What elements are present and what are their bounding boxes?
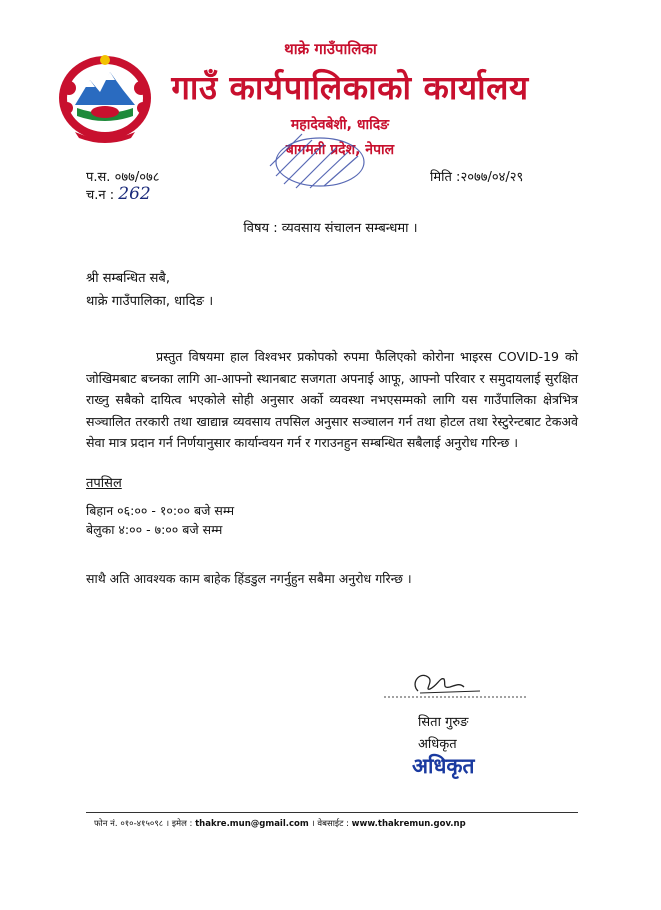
office-title: गाउँ कार्यपालिकाको कार्यालय (171, 68, 529, 107)
recipient-line-1: श्री सम्बन्धित सबै, (86, 271, 170, 286)
footer-contact: फोन नं. ०१०-४१५०९८ । इमेल : thakre.mun@gmail.com । वेबसाईट : www.thakremun.gov.np (94, 819, 466, 829)
date-label: मिति : (430, 170, 461, 185)
phone-value: ०१०-४१५०९८ (120, 819, 164, 829)
footer-divider (86, 812, 578, 813)
office-stamp (262, 126, 372, 196)
closing-request: साथै अति आवश्यक काम बाहेक हिंडडुल नगर्नुहुन सबैमा अनुरोध गरिन्छ । (86, 571, 412, 586)
email-label: इमेल : (171, 819, 193, 829)
schedule-item-evening: बेलुका ४:०० - ७:०० बजे सम्म (86, 522, 223, 537)
subject-line: विषय : व्यवसाय संचालन सम्बन्धमा । (243, 221, 418, 236)
email-value: thakre.mun@gmail.com (195, 819, 309, 829)
handwritten-signature (380, 665, 530, 705)
address-line-2: बागमती प्रदेश, नेपाल (285, 142, 395, 158)
municipality-name: थाक्रे गाउँपालिका (284, 40, 377, 58)
ps-value: ०७७/०७८ (114, 170, 160, 185)
schedule-heading: तपसिल (86, 476, 122, 491)
phone-label: फोन नं. (94, 819, 118, 829)
recipient-line-2: थाक्रे गाउँपालिका, धादिङ । (86, 294, 214, 309)
cn-label: च.न : (86, 188, 115, 203)
nepal-emblem-logo (55, 50, 155, 145)
date-value: २०७७/०४/२९ (460, 170, 524, 185)
date (430, 167, 523, 185)
ps-reference (86, 167, 160, 185)
cn-reference (86, 184, 151, 204)
schedule-item-morning: बिहान ०६:०० - १०:०० बजे सम्म (86, 503, 235, 518)
ps-label: प.स. (86, 170, 111, 185)
signatory-name: सिता गुरुङ (418, 715, 469, 730)
cn-value: 262 (118, 184, 151, 204)
body-paragraph: प्रस्तुत विषयमा हाल विश्वभर प्रकोपको रुपमा फैलिएको कोरोना भाइरस COVID-19 को जोखिमबाट बच्नका लागि आ-आफ्नो स्थानबाट सजगता अपनाई आफू, आफ्नो परिवार र समुदायलाई सुरक्षित राख्नु सबैको दायित्व भएकोले सोही अनुसार अर्को व्यवस्था नभएसम्मको लागि यस गाउँपालिका क्षेत्रभित्र सञ्चालित तरकारी तथा खाद्यान्न व्यवसाय तपसिल अनुसार सञ्चालन गर्न तथा होटल तथा रेस्टुरेन्टबाट टेकअवे सेवा मात्र प्रदान गर्न निर्णयानुसार कार्यान्वयन गर्न र गराउनहुन सम्बन्धित सबैलाई अनुरोध गरिन्छ । (86, 349, 578, 450)
signatory-stamp: अधिकृत (412, 754, 475, 778)
website-value: www.thakremun.gov.np (351, 819, 466, 829)
website-label: वेबसाईट : (317, 819, 349, 829)
address-line-1: महादेवबेशी, धादिङ (290, 117, 390, 133)
signatory-title: अधिकृत (418, 737, 457, 752)
